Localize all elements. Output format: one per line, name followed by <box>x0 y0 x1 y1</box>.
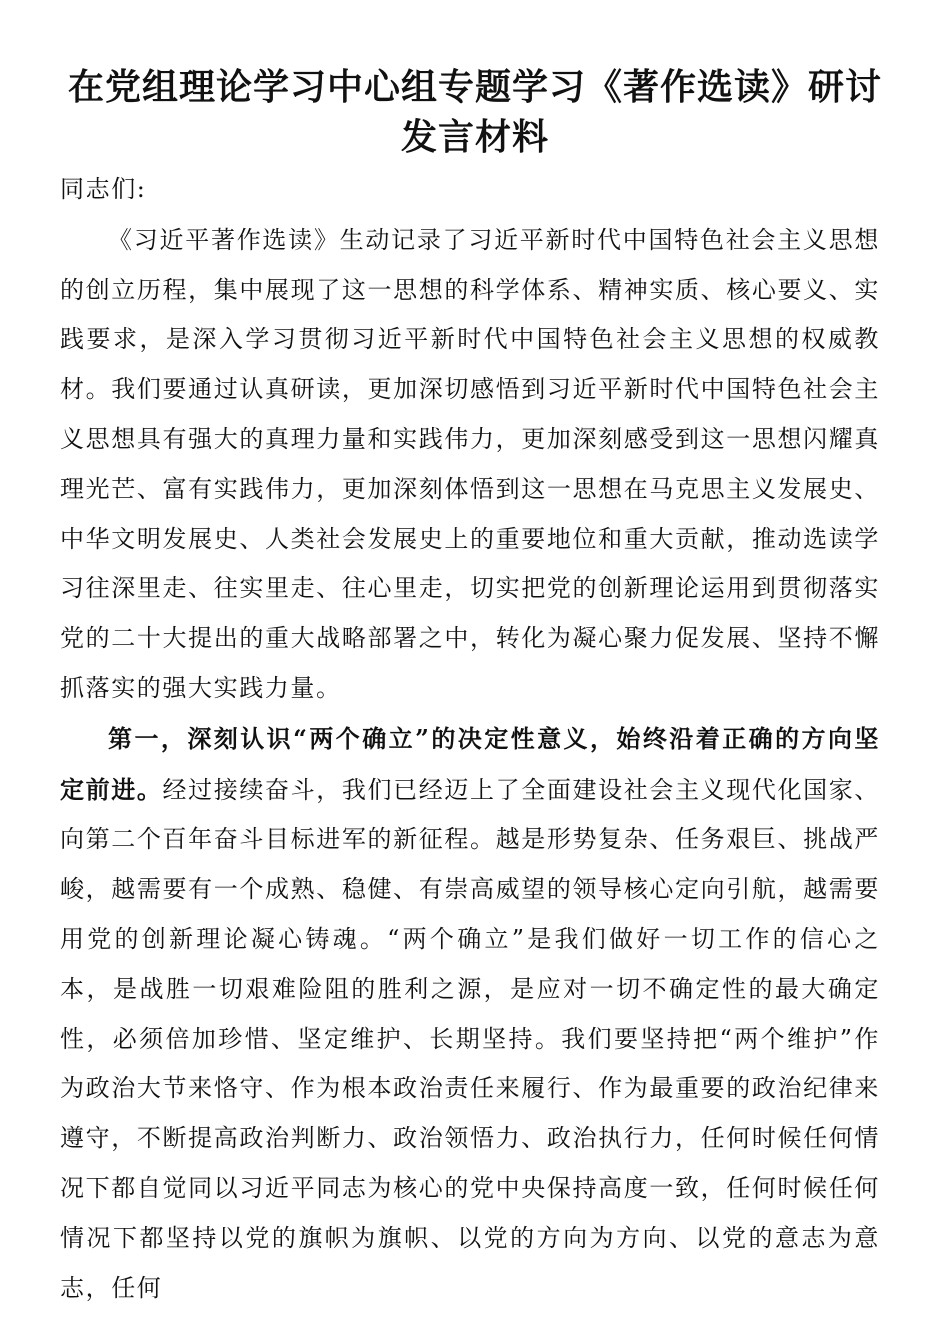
paragraph-text: 《习近平著作选读》生动记录了习近平新时代中国特色社会主义思想的创立历程，集中展现了这一思想的科学体系、精神实质、核心要义、实践要求，是深入学习贯彻习近平新时代中国特色社会主义思想的权威教材。我们要通过认真研读，更加深切感悟到习近平新时代中国特色社会主义思想具有强大的真理力量和实践伟力，更加深刻感受到这一思想闪耀真理光芒、富有实践伟力，更加深刻体悟到这一思想在马克思主义发展史、中华文明发展史、人类社会发展史上的重要地位和重大贡献，推动选读学习往深里走、往实里走、往心里走，切实把党的创新理论运用到贯彻落实党的二十大提出的重大战略部署之中，转化为凝心聚力促发展、坚持不懈抓落实的强大实践力量。 <box>60 225 880 702</box>
document-body <box>60 165 880 1313</box>
paragraph-text: 经过接续奋斗，我们已经迈上了全面建设社会主义现代化国家、向第二个百年奋斗目标进军的新征程。越是形势复杂、任务艰巨、挑战严峻，越需要有一个成熟、稳健、有崇高威望的领导核心定向引航，越需要用党的创新理论凝心铸魂。“两个确立”是我们做好一切工作的信心之本，是战胜一切艰难险阻的胜利之源，是应对一切不确定性的最大确定性，必须倍加珍惜、坚定维护、长期坚持。我们要坚持把“两个维护”作为政治大节来恪守、作为根本政治责任来履行、作为最重要的政治纪律来遵守，不断提高政治判断力、政治领悟力、政治执行力，任何时候任何情况下都自觉同以习近平同志为核心的党中央保持高度一致，任何时候任何情况下都坚持以党的旗帜为旗帜、以党的方向为方向、以党的意志为意志，任何 <box>60 775 880 1302</box>
paragraph-lead: 第一，深刻认识“两个确立”的决定性意义，始终沿着正确的方向坚定前进。 <box>60 723 880 804</box>
salutation: 同志们: <box>60 175 147 203</box>
paragraph-first-point <box>60 714 880 1314</box>
paragraph-intro <box>60 215 880 714</box>
document-title: 在党组理论学习中心组专题学习《著作选读》研讨发言材料 <box>67 66 882 158</box>
